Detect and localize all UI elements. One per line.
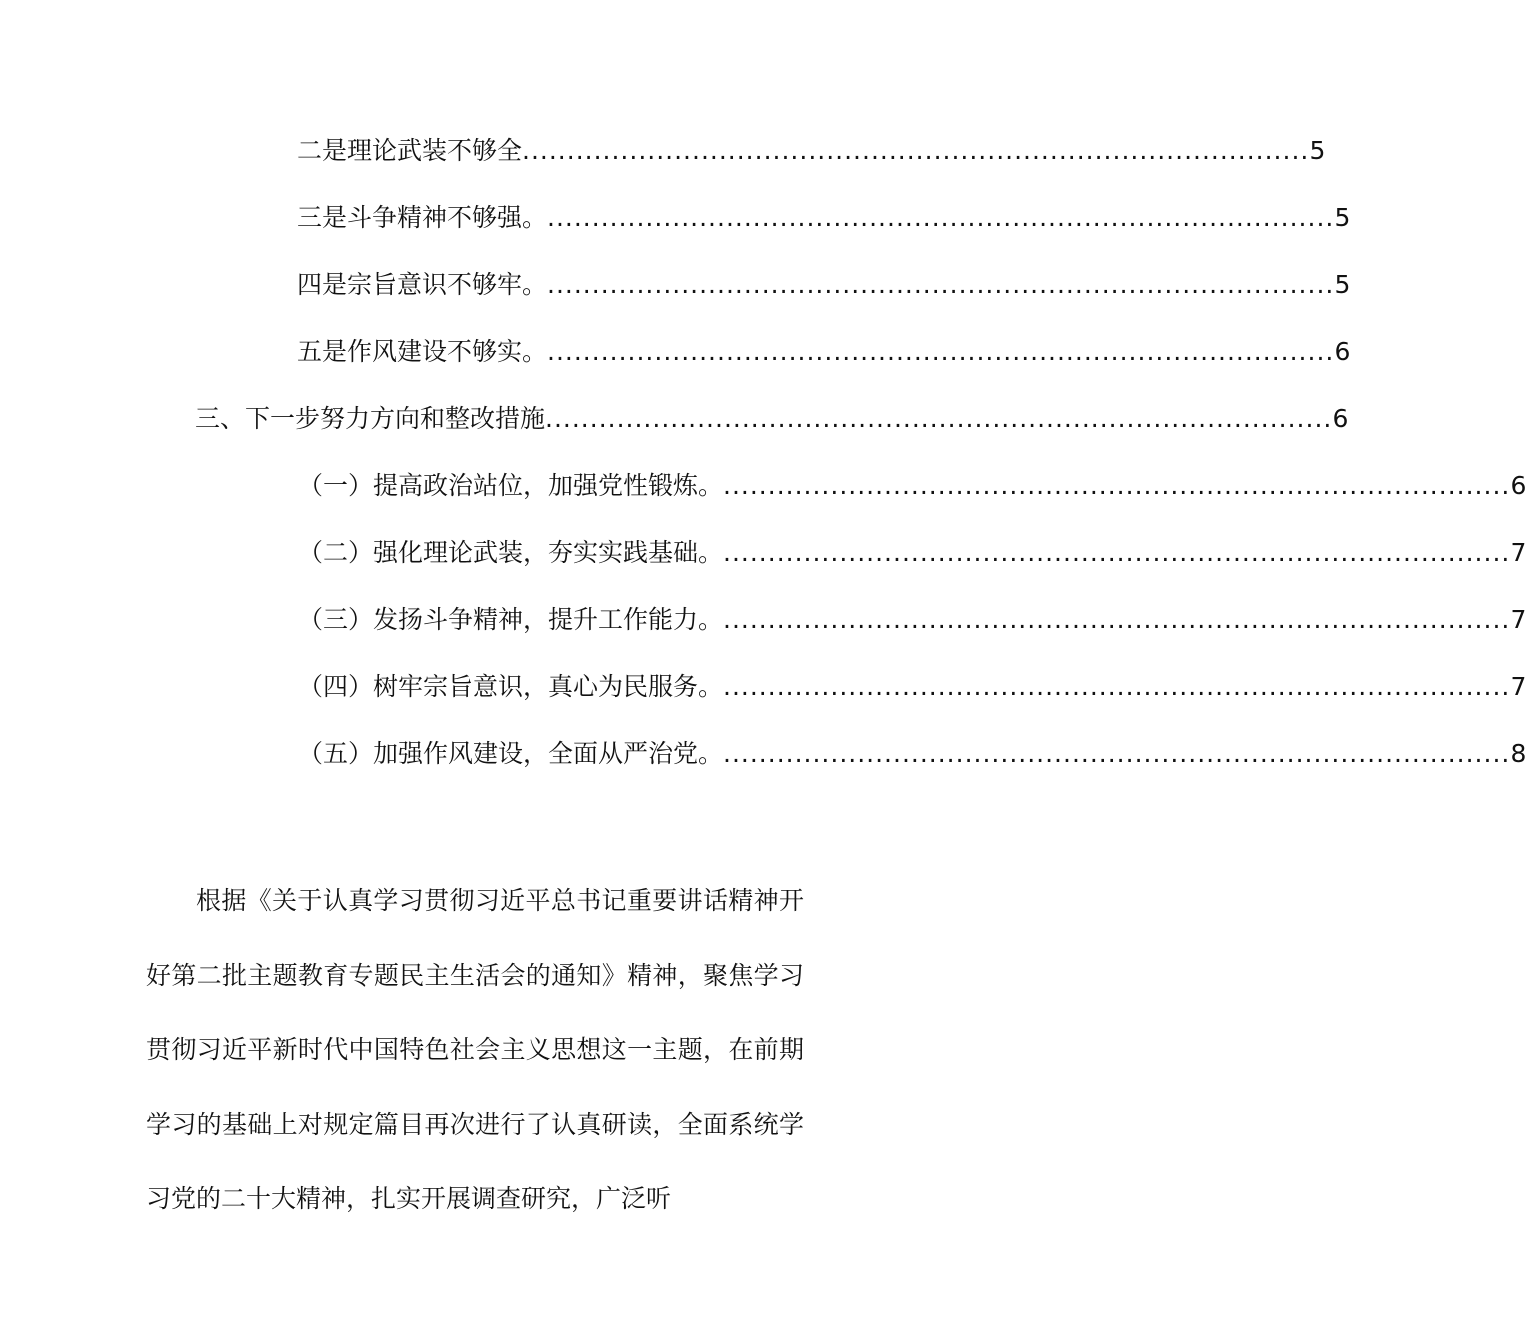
toc-page-number: 7 — [1510, 672, 1526, 701]
toc-entry-title: （二）强化理论武装，夯实实践基础。 — [298, 538, 724, 567]
toc-dot-leader: ........................................................................................ — [547, 337, 1335, 366]
toc-dot-leader: ........................................................................................ — [723, 471, 1511, 500]
toc-entry[interactable] — [297, 195, 1351, 241]
toc-page-number: 5 — [1334, 203, 1351, 232]
toc-dot-leader: ........................................................................................ — [522, 136, 1310, 165]
toc-dot-leader: ........................................................................................ — [723, 672, 1511, 701]
toc-entry-title: 三、下一步努力方向和整改措施 — [195, 404, 546, 433]
toc-dot-leader: ........................................................................................ — [547, 203, 1335, 232]
toc-entry-title: （四）树牢宗旨意识，真心为民服务。 — [298, 672, 724, 701]
toc-entry-title: 四是宗旨意识不够牢。 — [297, 270, 548, 299]
body-paragraph: 根据《关于认真学习贯彻习近平总书记重要讲话精神开好第二批主题教育专题民主生活会的通知》精神，聚焦学习贯彻习近平新时代中国特色社会主义思想这一主题，在前期学习的基础上对规定篇目再次进行了认真研读，全面系统学习党的二十大精神，扎实开展调查研究，广泛听 — [146, 886, 804, 1214]
toc-page-number: 7 — [1510, 605, 1526, 634]
toc-entry[interactable] — [297, 262, 1351, 308]
toc-entry[interactable] — [297, 128, 1326, 174]
toc-entry[interactable] — [298, 664, 1526, 710]
toc-page-number: 6 — [1510, 471, 1526, 500]
toc-entry-title: 五是作风建设不够实。 — [297, 337, 548, 366]
toc-entry[interactable] — [298, 597, 1526, 643]
toc-entry-title: 三是斗争精神不够强。 — [297, 203, 548, 232]
toc-entry-title: （三）发扬斗争精神，提升工作能力。 — [298, 605, 724, 634]
toc-page-number: 6 — [1332, 404, 1349, 433]
toc-dot-leader: ........................................................................................ — [545, 404, 1333, 433]
toc-entry-title: 二是理论武装不够全 — [297, 136, 523, 165]
toc-entry[interactable] — [298, 530, 1526, 576]
toc-page-number: 5 — [1309, 136, 1326, 165]
toc-entry[interactable] — [297, 329, 1351, 375]
toc-entry[interactable] — [298, 731, 1526, 777]
toc-dot-leader: ........................................................................................ — [723, 739, 1511, 768]
toc-page-number: 5 — [1334, 270, 1351, 299]
toc-page-number: 8 — [1510, 739, 1526, 768]
toc-page-number: 6 — [1334, 337, 1351, 366]
toc-entry-title: （一）提高政治站位，加强党性锻炼。 — [298, 471, 724, 500]
toc-entry[interactable] — [195, 396, 1349, 442]
body-text — [146, 864, 804, 1237]
toc-entry-title: （五）加强作风建设，全面从严治党。 — [298, 739, 724, 768]
toc-dot-leader: ........................................................................................ — [547, 270, 1335, 299]
toc-dot-leader: ........................................................................................ — [723, 538, 1511, 567]
toc-entry[interactable] — [298, 463, 1526, 509]
toc-dot-leader: ........................................................................................ — [723, 605, 1511, 634]
toc-page-number: 7 — [1510, 538, 1526, 567]
